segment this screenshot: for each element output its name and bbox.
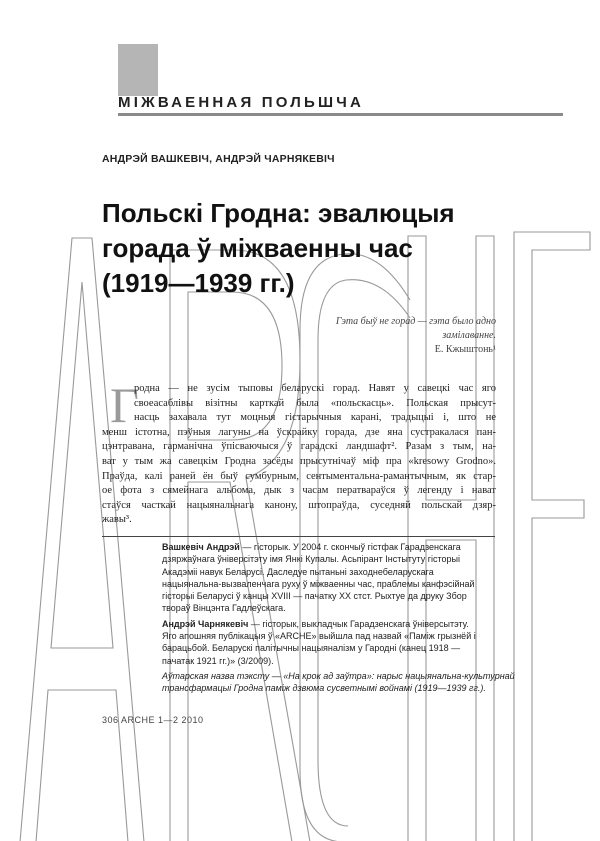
page-footer: 306 ARCHE 1—2 2010 (102, 715, 204, 725)
title-line: (1919—1939 гг.) (102, 268, 295, 298)
bio-line (162, 618, 496, 630)
bio-line: дзяржаўнага ўніверсітэту імя Янкі Купалы. Асьпірант Інстытуту гісторыі (162, 554, 461, 565)
bio-line: Акадэміі навук Беларусі. Даследуе пытаньні заходнебеларускага (162, 566, 434, 577)
title-note-line: трансфармацыі Гродна паміж дзвюма сусветнымі войнамі (1919—1939 гг.). (162, 683, 486, 694)
bio-line: гісторыі Беларусі ў канцы XVIII — пачатку XX стст. Рыхтуе да друку Збор (162, 591, 467, 602)
bio-text: — гісторык. У 2004 г. скончыў гістфак Гарадзенскага (239, 542, 461, 552)
epigraph-attribution: Е. Кжыштонь¹ (434, 344, 496, 355)
watermark-letter-e (514, 232, 590, 841)
title-line: горада ў міжваенны час (102, 233, 413, 263)
bio-line: нацыянальна-вызваленчага руху ў міжваенны час, праблемы канфэсійнай (162, 578, 475, 589)
epigraph-quote-line: Гэта быў не горад — гэта было адно (335, 316, 496, 327)
article-title (102, 196, 522, 301)
body-line: насць захавала тут моцныя гістарычныя карані, традыцыі і, што не (134, 412, 496, 424)
body-line: цэнтравана, гарманічна ўпісваючыся ў гарадскі ландшафт². Разам з тым, на- (102, 441, 496, 453)
section-heading: МІЖВАЕННАЯ ПОЛЬШЧА (118, 94, 365, 111)
body-line: менш істотна, пэўныя лагуны на ўскрайку горада, дзе яна сустракалася пан- (102, 426, 496, 438)
section-color-block (118, 44, 158, 96)
body-line: Праўда, калі раней ён быў сумбурным, сентыментальна-рамантычным, як стар- (102, 470, 496, 482)
section-rule (118, 113, 563, 116)
epigraph-quote-line: замілаванне. (442, 330, 496, 341)
title-line: Польскі Гродна: эвалюцыя (102, 198, 455, 228)
article-body (102, 377, 496, 528)
bio-divider (102, 536, 495, 537)
drop-cap: Г (110, 377, 139, 433)
article-authors: АНДРЭЙ ВАШКЕВІЧ, АНДРЭЙ ЧАРНЯКЕВІЧ (102, 153, 335, 165)
epigraph (300, 315, 496, 357)
bio-text: — гісторык, выкладчык Гарадзенскага ўніверсытэту. (248, 618, 469, 629)
author-bios (162, 541, 515, 695)
bio-line: твораў Вінцэнта Гадлеўскага. (162, 603, 286, 614)
title-note-line: Аўтарская назва тэксту — «На крок ад заўтра»: нарыс нацыянальна-культурнай (162, 670, 515, 681)
bio-line: барацьбой. Беларускі палітычны нацыяналізм у Гародні (канец 1918 — (162, 643, 461, 654)
bio-line (162, 541, 496, 553)
body-line: ое фота з сямейнага альбома, дык з часам ператвараўся ў легенду і нават (102, 485, 496, 497)
body-line: своеасаблівы візітны карткай была «польскасць». Польская прысут- (134, 397, 496, 409)
body-line: стаўся часткай нацыянальнага канону, штопраўда, суседняй польскай дзяр- (102, 499, 496, 511)
bio-author-name: Вашкевіч Андрэй (162, 542, 240, 552)
body-line: родна — не зусім тыповы беларускі горад. Навят у савецкі час яго (134, 383, 496, 394)
bio-line: пачатак 1921 гг.)» (3/2009). (162, 655, 274, 666)
bio-author-name: Андрэй Чарнякевіч (162, 618, 249, 629)
watermark-letter-a (20, 238, 144, 841)
body-line: жавы³. (102, 514, 132, 526)
bio-line: Яго апошняя публікацыя ў «ARCHE» выйшла пад назвай «Паміж грызнёй і (162, 631, 476, 642)
body-line: ват у тым жа савецкім Гродна засёды прысутнічаў міф пра «kresowy Grodno». (102, 455, 496, 467)
